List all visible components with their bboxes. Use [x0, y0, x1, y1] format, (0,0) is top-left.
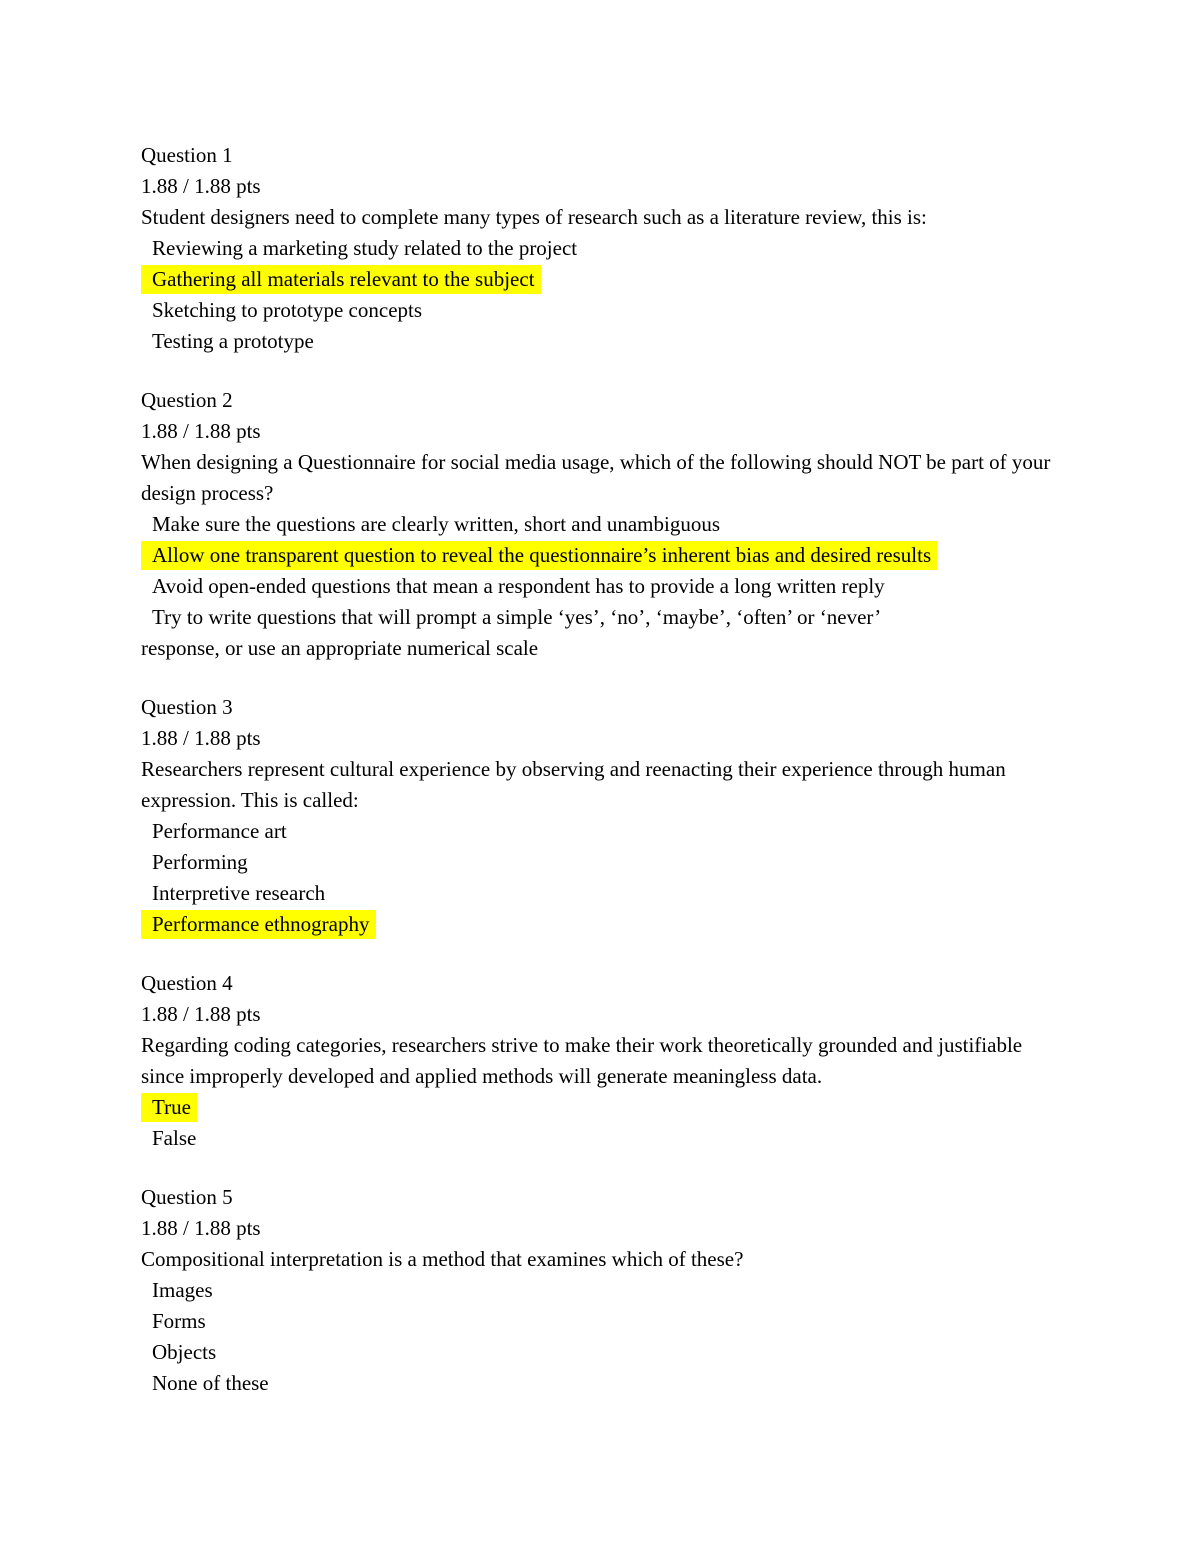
question-block [141, 968, 1061, 1154]
answer-text: False [152, 1126, 197, 1150]
answer-text: Performance art [152, 819, 287, 843]
quiz-document [141, 140, 1061, 1427]
answer-option [141, 233, 1061, 264]
answer-option [141, 847, 1061, 878]
question-score: 1.88 / 1.88 pts [141, 174, 261, 198]
answer-text: Allow one transparent question to reveal the questionnaire’s inherent bias and desired results [141, 541, 937, 570]
question-title: Question 1 [141, 143, 233, 167]
question-score: 1.88 / 1.88 pts [141, 726, 261, 750]
answer-option-selected [141, 264, 1061, 295]
answer-option [141, 1275, 1061, 1306]
answer-option [141, 326, 1061, 357]
question-prompt: Regarding coding categories, researchers strive to make their work theoretically grounded and justifiable since improperly developed and applied methods will generate meaningless data. [141, 1033, 1023, 1088]
answer-option-selected [141, 1092, 1061, 1123]
answer-text: Interpretive research [152, 881, 326, 905]
question-score: 1.88 / 1.88 pts [141, 1002, 261, 1026]
question-block [141, 140, 1061, 357]
question-block [141, 385, 1061, 664]
answer-text: Testing a prototype [152, 329, 314, 353]
question-prompt: Compositional interpretation is a method that examines which of these? [141, 1247, 744, 1271]
answer-text: Forms [152, 1309, 206, 1333]
answer-option [141, 878, 1061, 909]
question-title: Question 3 [141, 695, 233, 719]
answer-text: Images [152, 1278, 213, 1302]
question-prompt: When designing a Questionnaire for social media usage, which of the following should NOT be part of your design process? [141, 450, 1051, 505]
answer-option [141, 509, 1061, 540]
question-block [141, 692, 1061, 940]
answer-text: Avoid open-ended questions that mean a respondent has to provide a long written reply [152, 574, 885, 598]
question-score: 1.88 / 1.88 pts [141, 1216, 261, 1240]
answer-option-selected [141, 540, 1061, 571]
answer-text: Performing [152, 850, 248, 874]
answer-option [141, 571, 1061, 602]
answer-text: Make sure the questions are clearly written, short and unambiguous [152, 512, 721, 536]
question-block [141, 1182, 1061, 1399]
question-score: 1.88 / 1.88 pts [141, 419, 261, 443]
question-title: Question 4 [141, 971, 233, 995]
answer-text: None of these [152, 1371, 269, 1395]
answer-option [141, 816, 1061, 847]
question-title: Question 5 [141, 1185, 233, 1209]
answer-text: Reviewing a marketing study related to the project [152, 236, 578, 260]
answer-text: True [141, 1093, 197, 1122]
question-prompt: Researchers represent cultural experience by observing and reenacting their experience through human expression. This is called: [141, 757, 1006, 812]
answer-option [141, 1337, 1061, 1368]
answer-option [141, 1368, 1061, 1399]
answer-text: Sketching to prototype concepts [152, 298, 423, 322]
answer-option-selected [141, 909, 1061, 940]
answer-text: Objects [152, 1340, 217, 1364]
question-title: Question 2 [141, 388, 233, 412]
question-prompt: Student designers need to complete many types of research such as a literature review, this is: [141, 205, 927, 229]
answer-text: Try to write questions that will prompt a simple ‘yes’, ‘no’, ‘maybe’, ‘often’ or ‘never’ [152, 605, 882, 629]
answer-option [141, 602, 1061, 633]
answer-option [141, 295, 1061, 326]
answer-text: Gathering all materials relevant to the subject [141, 265, 541, 294]
answer-continuation: response, or use an appropriate numerical scale [141, 636, 539, 660]
answer-option [141, 1306, 1061, 1337]
answer-text: Performance ethnography [141, 910, 376, 939]
answer-option [141, 1123, 1061, 1154]
